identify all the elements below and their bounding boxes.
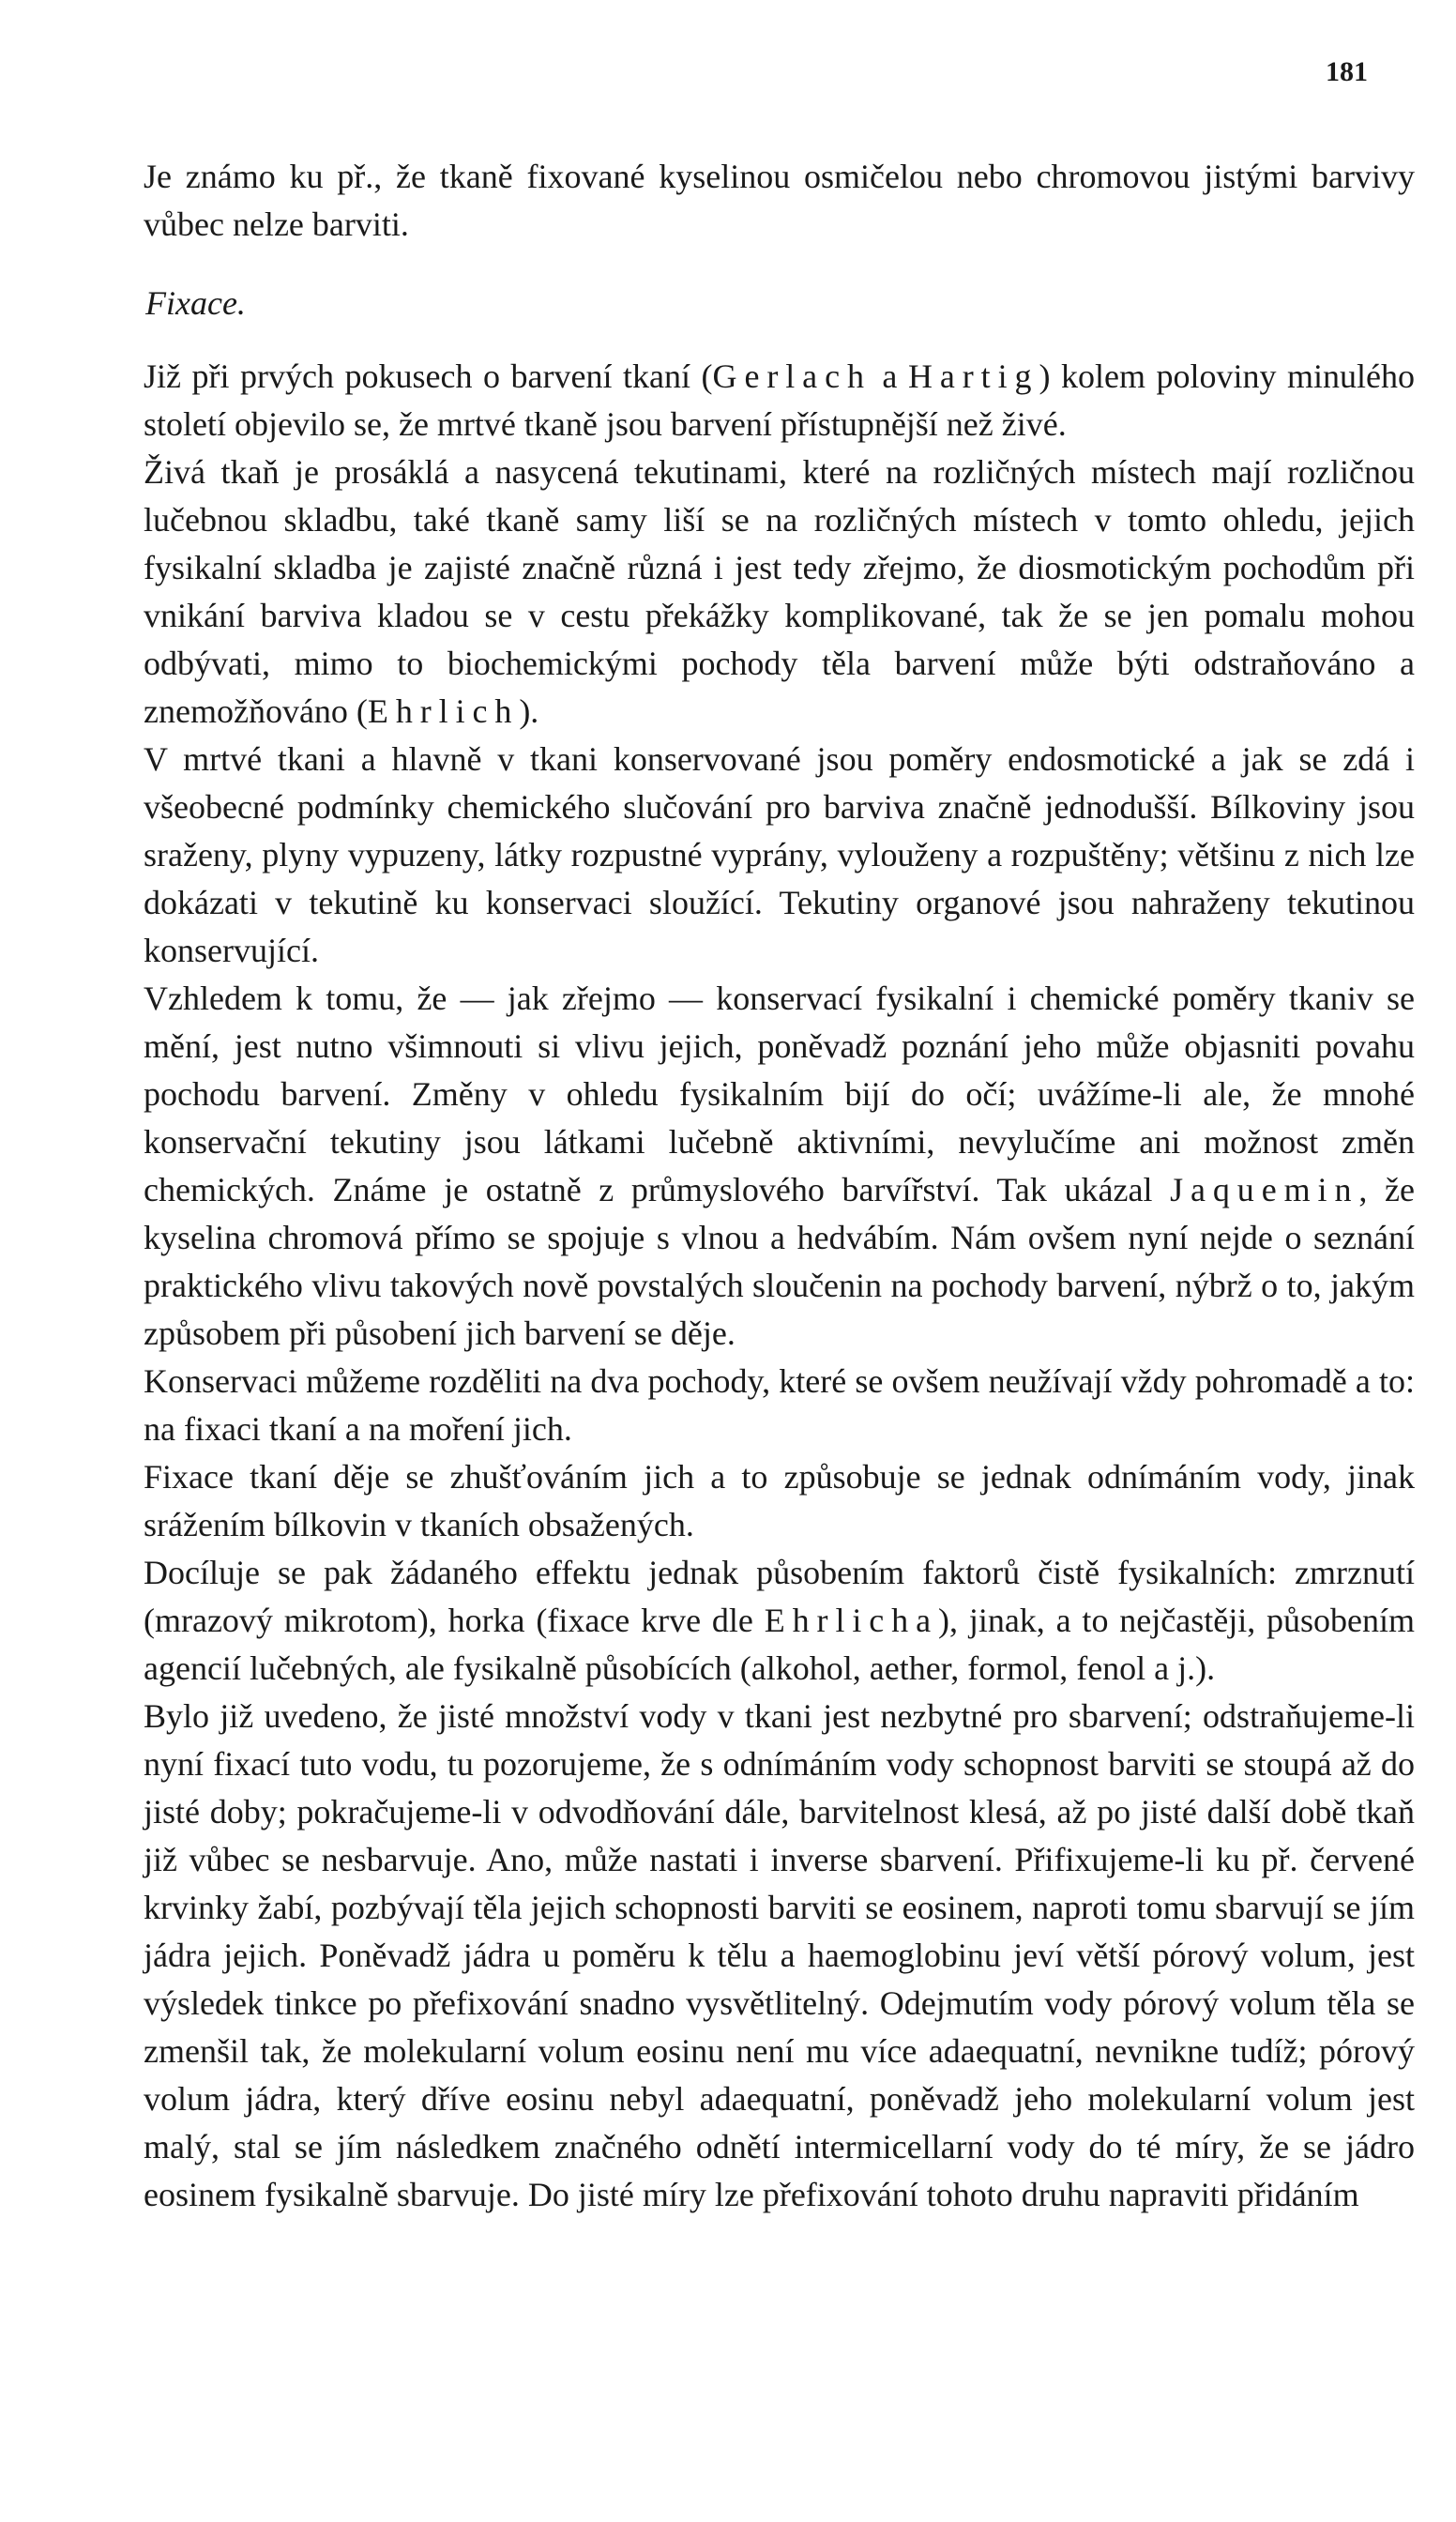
intro-text: Je známo ku př., že tkaně fixované kyselinou osmičelou nebo chromovou jistými barvivy vůbec nelze barviti. — [144, 158, 1415, 243]
paragraph-1-part-b: a — [871, 357, 908, 395]
paragraph-7-part-a: Docíluje se pak žádaného effektu jednak působením faktorů čistě fysikalních: zmrznutí (mrazový mikrotom), horka (fixace krve dle — [144, 1554, 1415, 1639]
section-body — [144, 353, 1415, 2219]
paragraph-2 — [144, 448, 1415, 736]
paragraph-2-part-b: ). — [519, 692, 539, 730]
author-hartig: Hartig — [907, 357, 1039, 395]
paragraph-3: V mrtvé tkani a hlavně v tkani konservované jsou poměry endosmotické a jak se zdá i všeobecné podmínky chemického slučování pro barviva značně jednodušší. Bílkoviny jsou sraženy, plyny vypuzeny, látky rozpustné vyprány, vylouženy a rozpuštěny; většinu z nich lze dokázati v tekutině ku konservaci sloužící. Tekutiny organové jsou nahraženy tekutinou konservující. — [144, 740, 1415, 969]
author-ehrlich: Ehrlich — [367, 692, 520, 730]
paragraph-1-part-c: ) kolem poloviny minulého století objevilo se, že mrtvé tkaně jsou barvení přístupnější než živé. — [144, 357, 1415, 443]
paragraph-8: Bylo již uvedeno, že jisté množství vody v tkani jest nezbytné pro sbarvení; odstraňujeme-li nyní fixací tuto vodu, tu pozorujeme, že s odnímáním vody schopnost barviti se stoupá až do jisté doby; pokračujeme-li v odvodňování dále, barvitelnost klesá, až po jisté další době tkaň již vůbec se nesbarvuje. Ano, může nastati i inverse sbarvení. Přifixujeme-li ku př. červené krvinky žabí, pozbývají těla jejich schopnosti barviti se eosinem, naproti tomu sbarvují se jím jádra jejich. Poněvadž jádra u poměru k tělu a haemoglobinu jeví větší pórový volum, jest výsledek tinkce po přefixování snadno vysvětlitelný. Odejmutím vody pórový volum těla se zmenšil tak, že molekularní volum eosinu není mu více adaequatní, nevnikne tudíž; pórový volum jádra, který dříve eosinu nebyl adaequatní, poněvadž jeho molekularní volum jest malý, stal se jím následkem značného odnětí intermicellarní vody do té míry, že se jádro eosinem fysikalně sbarvuje. Do jisté míry lze přefixování tohoto druhu napraviti přidáním — [144, 1697, 1415, 2213]
intro-paragraph — [144, 153, 1415, 249]
paragraph-2-part-a: Živá tkaň je prosáklá a nasycená tekutinami, které na rozličných místech mají rozličnou lučebnou skladbu, také tkaně samy liší se na rozličných místech v tomto ohledu, jejich fysikalní skladba je zajisté značně různá i jest tedy zřejmo, že diosmotickým pochodům při vnikání barviva kladou se v cestu překážky komplikované, tak že se jen pomalu mohou odbývati, mimo to biochemickými pochody těla barvení může býti odstraňováno a znemožňováno ( — [144, 453, 1415, 730]
paragraph-7-part-b: ), jinak, a to nejčastěji, působením agencií lučebných, ale fysikalně působících (alkohol, aether, formol, fenol a j.). — [144, 1602, 1416, 1687]
paragraph-6: Fixace tkaní děje se zhušťováním jich a to způsobuje se jednak odnímáním vody, jinak srážením bílkovin v tkaních obsažených. — [144, 1458, 1415, 1543]
section-heading: Fixace. — [145, 284, 246, 322]
paragraph-4 — [144, 975, 1415, 1358]
paragraph-1-part-a: Již při prvých pokusech o barvení tkaní ( — [144, 357, 713, 395]
paragraph-5: Konservaci můžeme rozděliti na dva pochody, které se ovšem neužívají vždy pohromadě a to: na fixaci tkaní a na moření jich. — [144, 1362, 1415, 1448]
paragraph-4-part-b: , že kyselina chromová přímo se spojuje s vlnou a hedvábím. Nám ovšem nyní nejde o seznání praktického vlivu takových nově povstalých sloučenin na pochody barvení, nýbrž o to, jakým způsobem při působení jich barvení se děje. — [144, 1171, 1415, 1352]
paragraph-1 — [144, 353, 1415, 448]
paragraph-4-part-a: Vzhledem k tomu, že — jak zřejmo — konservací fysikalní i chemické poměry tkaniv se mění, jest nutno všimnouti si vlivu jejich, poněvadž poznání jeho může objasniti povahu pochodu barvení. Změny v ohledu fysikalním bijí do očí; uvážíme-li ale, že mnohé konservační tekutiny jsou látkami lučebně aktivními, nevylučíme ani možnost změn chemických. Známe je ostatně z průmyslového barvířství. Tak ukázal — [144, 980, 1415, 1208]
page-number: 181 — [1326, 56, 1368, 87]
author-jaquemin: Jaquemin — [1170, 1171, 1359, 1208]
author-gerlach: Gerlach — [712, 357, 872, 395]
author-ehrlicha: Ehrlicha — [764, 1602, 939, 1639]
paragraph-7 — [144, 1549, 1415, 1693]
